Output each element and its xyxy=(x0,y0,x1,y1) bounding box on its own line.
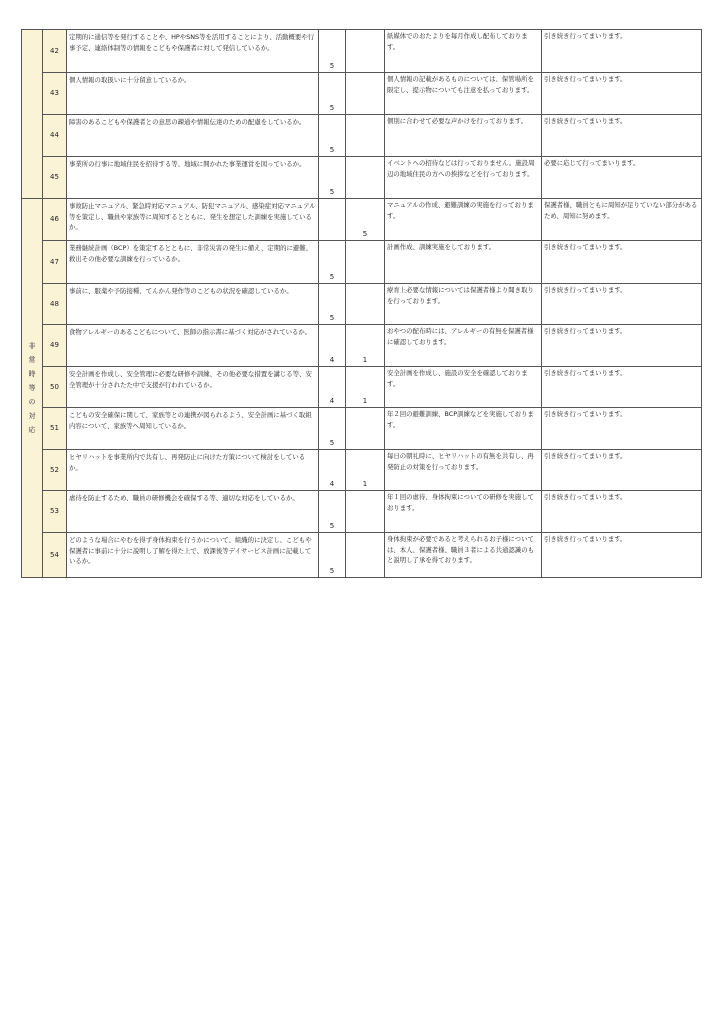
item-text: 事前に、服薬や予防接種、てんかん発作等のこどもの状況を確認しているか。 xyxy=(67,284,319,325)
table-row xyxy=(22,284,702,325)
item-text: 事故防止マニュアル、緊急時対応マニュアル、防犯マニュアル、感染症対応マニュアル等を策定し、職員や家族等に周知するとともに、発生を想定した訓練を実施しているか。 xyxy=(67,199,319,241)
category-label-text: 非常時等の対応 xyxy=(28,342,36,434)
evaluation-table xyxy=(21,29,702,578)
item-number: 42 xyxy=(43,30,67,73)
no-count: 1 xyxy=(346,325,385,367)
yes-count: 5 xyxy=(319,408,346,450)
item-number: 51 xyxy=(43,408,67,450)
improvement-plan: 引き続き行ってまいります。 xyxy=(542,73,702,115)
table-row xyxy=(22,533,702,578)
item-text: 食物アレルギーのあるこどもについて、医師の指示書に基づく対応がされているか。 xyxy=(67,325,319,367)
table-row xyxy=(22,73,702,115)
yes-count xyxy=(319,199,346,241)
yes-count: 5 xyxy=(319,73,346,115)
table-row xyxy=(22,199,702,241)
item-text: 虐待を防止するため、職員の研修機会を確保する等、適切な対応をしているか。 xyxy=(67,491,319,533)
table-row xyxy=(22,325,702,367)
improvement-plan: 引き続き行ってまいります。 xyxy=(542,408,702,450)
improvement-plan: 引き続き行ってまいります。 xyxy=(542,325,702,367)
item-text: ヒヤリハットを事業所内で共有し、再発防止に向けた方策について検討をしているか。 xyxy=(67,450,319,491)
item-number: 53 xyxy=(43,491,67,533)
yes-count: 5 xyxy=(319,241,346,284)
yes-count: 5 xyxy=(319,115,346,157)
no-count xyxy=(346,408,385,450)
item-number: 47 xyxy=(43,241,67,284)
current-status: 個別に合わせて必要な声かけを行っております。 xyxy=(385,115,542,157)
current-status: おやつの配布時には、アレルギーの有無を保護者様に確認しております。 xyxy=(385,325,542,367)
table-row xyxy=(22,491,702,533)
no-count: 1 xyxy=(346,450,385,491)
no-count xyxy=(346,115,385,157)
item-text: こどもの安全確保に関して、家族等との連携が図られるよう、安全計画に基づく取組内容について、家族等へ周知しているか。 xyxy=(67,408,319,450)
item-number: 54 xyxy=(43,533,67,578)
improvement-plan: 引き続き行ってまいります。 xyxy=(542,30,702,73)
yes-count: 4 xyxy=(319,450,346,491)
no-count: 1 xyxy=(346,367,385,408)
improvement-plan: 必要に応じて行ってまいります。 xyxy=(542,157,702,199)
no-count: 5 xyxy=(346,199,385,241)
item-number: 44 xyxy=(43,115,67,157)
table-row xyxy=(22,30,702,73)
no-count xyxy=(346,533,385,578)
table-row xyxy=(22,241,702,284)
item-number: 52 xyxy=(43,450,67,491)
item-text: 定期的に通信等を発行することや、HPやSNS等を活用することにより、活動概要や行事予定、連絡体制等の情報をこどもや保護者に対して発信しているか。 xyxy=(67,30,319,73)
item-number: 48 xyxy=(43,284,67,325)
item-text: 安全計画を作成し、安全管理に必要な研修や訓練、その他必要な措置を講じる等、安全管理が十分されたた中で支援が行われているか。 xyxy=(67,367,319,408)
no-count xyxy=(346,157,385,199)
current-status: 紙媒体でのおたよりを毎月作成し配布しております。 xyxy=(385,30,542,73)
current-status: 年２回の避難訓練、BCP訓練などを実施しております。 xyxy=(385,408,542,450)
item-text: 障害のあるこどもや保護者との意思の疎通や情報伝達のための配慮をしているか。 xyxy=(67,115,319,157)
no-count xyxy=(346,241,385,284)
table-row xyxy=(22,408,702,450)
current-status: 療育上必要な情報については保護者様より聞き取りを行っております。 xyxy=(385,284,542,325)
no-count xyxy=(346,30,385,73)
category-cell-prev xyxy=(22,30,43,199)
current-status: 年１回の虐待、身体拘束についての研修を実施しております。 xyxy=(385,491,542,533)
item-number: 43 xyxy=(43,73,67,115)
yes-count: 5 xyxy=(319,284,346,325)
improvement-plan: 引き続き行ってまいります。 xyxy=(542,533,702,578)
current-status: 計画作成、訓練実施をしております。 xyxy=(385,241,542,284)
item-text: 個人情報の取扱いに十分留意しているか。 xyxy=(67,73,319,115)
yes-count: 5 xyxy=(319,157,346,199)
current-status: 安全計画を作成し、施設の安全を確認しております。 xyxy=(385,367,542,408)
item-number: 50 xyxy=(43,367,67,408)
improvement-plan: 保護者様、職員ともに周知が足りていない部分があるため、周知に努めます。 xyxy=(542,199,702,241)
improvement-plan: 引き続き行ってまいります。 xyxy=(542,115,702,157)
improvement-plan: 引き続き行ってまいります。 xyxy=(542,491,702,533)
improvement-plan: 引き続き行ってまいります。 xyxy=(542,284,702,325)
item-number: 46 xyxy=(43,199,67,241)
table-row xyxy=(22,157,702,199)
current-status: 個人情報の記載があるものについては、保管場所を限定し、提示物についても注意を払っております。 xyxy=(385,73,542,115)
table-row xyxy=(22,367,702,408)
yes-count: 5 xyxy=(319,30,346,73)
category-label xyxy=(22,199,43,578)
improvement-plan: 引き続き行ってまいります。 xyxy=(542,450,702,491)
table-row xyxy=(22,450,702,491)
yes-count: 5 xyxy=(319,491,346,533)
item-number: 45 xyxy=(43,157,67,199)
item-text: 事業所の行事に地域住民を招待する等、地域に開かれた事業運営を図っているか。 xyxy=(67,157,319,199)
evaluation-sheet xyxy=(21,29,701,578)
no-count xyxy=(346,73,385,115)
current-status: 毎日の朝礼時に、ヒヤリハットの有無を共有し、再発防止の対策を行っております。 xyxy=(385,450,542,491)
item-text: どのような場合にやむを得ず身体拘束を行うかについて、組織的に決定し、こどもや保護者に事前に十分に説明し了解を得た上で、放課後等デイサービス計画に記載しているか。 xyxy=(67,533,319,578)
table-row xyxy=(22,115,702,157)
yes-count: 4 xyxy=(319,325,346,367)
improvement-plan: 引き続き行ってまいります。 xyxy=(542,367,702,408)
item-text: 業務継続計画（BCP）を策定するとともに、非常災害の発生に備え、定期的に避難、救出その他必要な訓練を行っているか。 xyxy=(67,241,319,284)
yes-count: 5 xyxy=(319,533,346,578)
no-count xyxy=(346,491,385,533)
current-status: マニュアルの作成、避難訓練の実施を行っております。 xyxy=(385,199,542,241)
current-status: イベントへの招待などは行っておりません。施設周辺の地域住民の方への挨拶などを行っております。 xyxy=(385,157,542,199)
current-status: 身体拘束が必要であると考えられるお子様については、本人、保護者様、職員３者による共通認識のもと説明し了承を得ております。 xyxy=(385,533,542,578)
item-number: 49 xyxy=(43,325,67,367)
no-count xyxy=(346,284,385,325)
yes-count: 4 xyxy=(319,367,346,408)
improvement-plan: 引き続き行ってまいります。 xyxy=(542,241,702,284)
